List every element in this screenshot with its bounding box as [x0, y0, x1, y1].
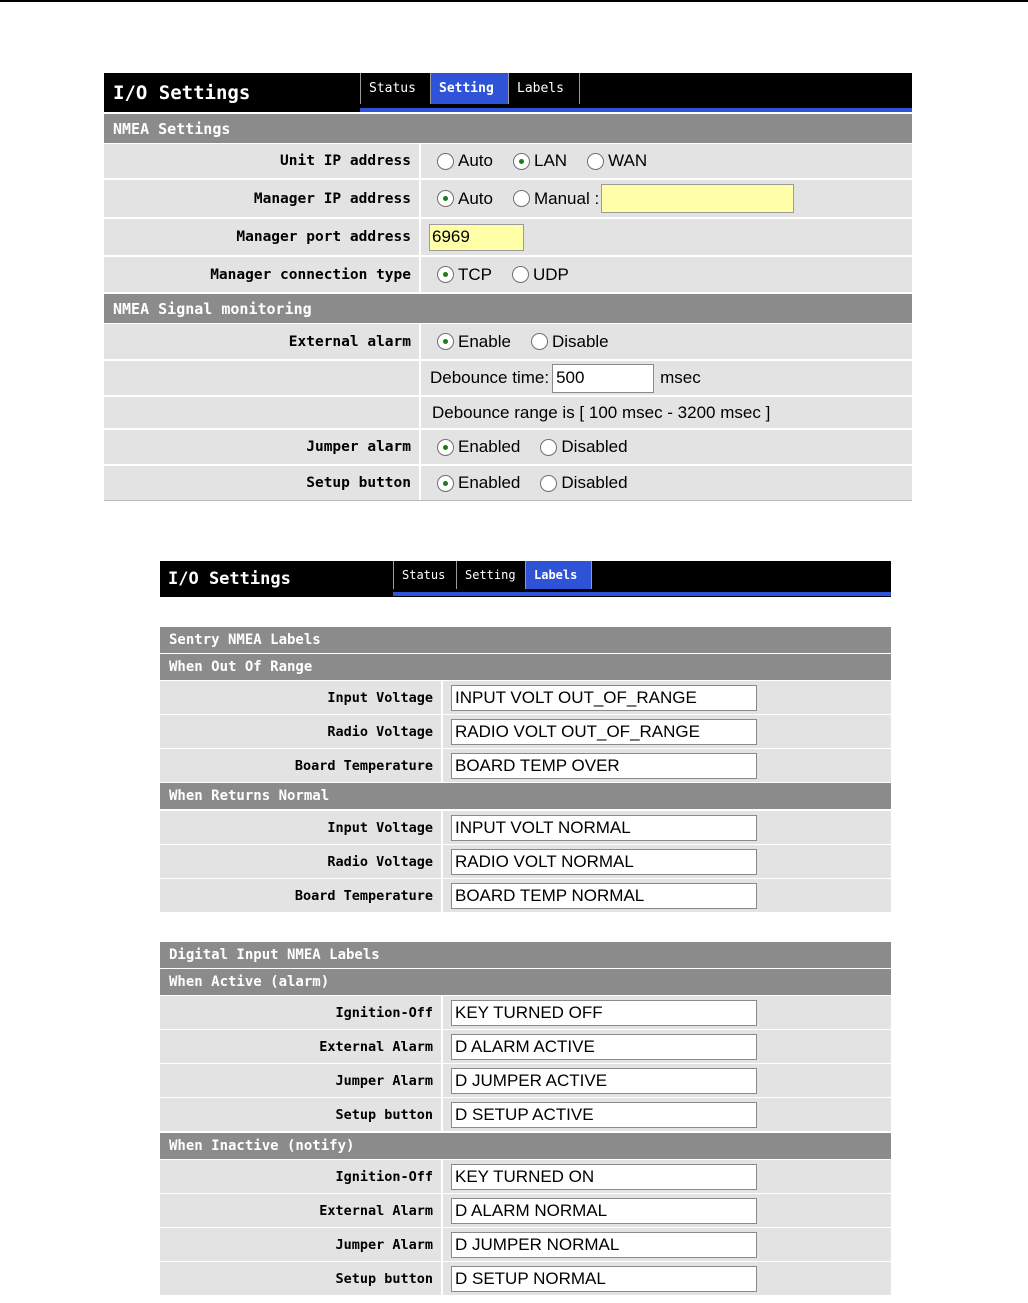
active-ignition-off-label: Ignition-Off: [335, 1004, 433, 1021]
group-returns-normal: When Returns Normal: [160, 783, 891, 809]
debounce-input[interactable]: 500: [552, 364, 654, 393]
inactive-jumper-alarm-label: Jumper Alarm: [335, 1236, 433, 1253]
group-when-inactive: When Inactive (notify): [160, 1133, 891, 1159]
tab-bar-labels: [393, 561, 592, 589]
inactive-jumper-alarm-input[interactable]: D JUMPER NORMAL: [451, 1232, 757, 1258]
inactive-ignition-off-label: Ignition-Off: [335, 1168, 433, 1185]
active-jumper-alarm-input[interactable]: D JUMPER ACTIVE: [451, 1068, 757, 1094]
jumper-alarm-label: Jumper alarm: [306, 439, 411, 455]
tab-setting[interactable]: Setting: [430, 73, 508, 104]
returns-normal-radio-voltage-row: [160, 845, 891, 878]
tab-labels[interactable]: Labels: [525, 561, 592, 589]
unit-ip-row: [104, 144, 912, 178]
io-settings-header: [104, 73, 912, 112]
external-alarm-disable-radio[interactable]: Disable: [531, 332, 609, 352]
section-nmea-settings: NMEA Settings: [104, 114, 912, 143]
tab-status[interactable]: Status: [393, 561, 456, 589]
external-alarm-row: [104, 324, 912, 359]
radio-selected-icon: [437, 439, 454, 456]
group-when-active: When Active (alarm): [160, 969, 891, 995]
out-of-range-input-voltage-row: [160, 681, 891, 714]
inactive-external-alarm-label: External Alarm: [319, 1202, 433, 1219]
returns-normal-radio-voltage-input[interactable]: RADIO VOLT NORMAL: [451, 849, 757, 875]
radio-selected-icon: [513, 153, 530, 170]
debounce-row: [104, 361, 912, 395]
manager-ip-manual-radio[interactable]: Manual :: [513, 189, 599, 209]
active-setup-button-row: [160, 1098, 891, 1131]
page-top-rule: [0, 0, 1028, 2]
out-of-range-board-temperature-row: [160, 749, 891, 782]
manager-ip-row: [104, 180, 912, 217]
tab-bar: [360, 73, 580, 104]
active-external-alarm-label: External Alarm: [319, 1038, 433, 1055]
active-external-alarm-input[interactable]: D ALARM ACTIVE: [451, 1034, 757, 1060]
radio-icon: [587, 153, 604, 170]
inactive-ignition-off-input[interactable]: KEY TURNED ON: [451, 1164, 757, 1190]
manager-port-label: Manager port address: [236, 229, 411, 245]
active-setup-button-input[interactable]: D SETUP ACTIVE: [451, 1102, 757, 1128]
returns-normal-board-temperature-label: Board Temperature: [294, 887, 433, 904]
setup-button-enabled-radio[interactable]: Enabled: [437, 473, 520, 493]
manager-ip-label: Manager IP address: [253, 190, 411, 207]
inactive-external-alarm-row: [160, 1194, 891, 1227]
group-out-of-range: When Out Of Range: [160, 654, 891, 680]
radio-icon: [513, 190, 530, 207]
section-sentry-labels: Sentry NMEA Labels: [160, 627, 891, 653]
active-jumper-alarm-label: Jumper Alarm: [335, 1072, 433, 1089]
out-of-range-board-temperature-input[interactable]: BOARD TEMP OVER: [451, 753, 757, 779]
returns-normal-board-temperature-input[interactable]: BOARD TEMP NORMAL: [451, 883, 757, 909]
returns-normal-input-voltage-input[interactable]: INPUT VOLT NORMAL: [451, 815, 757, 841]
unit-ip-auto-radio[interactable]: Auto: [437, 151, 493, 171]
page-title: I/O Settings: [113, 82, 251, 104]
manager-ip-input[interactable]: [601, 184, 794, 213]
radio-selected-icon: [437, 475, 454, 492]
tab-underline: [393, 592, 891, 596]
active-jumper-alarm-row: [160, 1064, 891, 1097]
manager-port-input[interactable]: 6969: [429, 224, 524, 251]
connection-udp-radio[interactable]: UDP: [512, 265, 569, 285]
unit-ip-lan-radio[interactable]: LAN: [513, 151, 567, 171]
inactive-jumper-alarm-row: [160, 1228, 891, 1261]
jumper-alarm-row: [104, 430, 912, 464]
returns-normal-input-voltage-row: [160, 811, 891, 844]
connection-type-row: [104, 257, 912, 292]
radio-selected-icon: [437, 190, 454, 207]
inactive-setup-button-label: Setup button: [335, 1270, 433, 1287]
radio-icon: [540, 439, 557, 456]
active-external-alarm-row: [160, 1030, 891, 1063]
active-ignition-off-input[interactable]: KEY TURNED OFF: [451, 1000, 757, 1026]
out-of-range-input-voltage-input[interactable]: INPUT VOLT OUT_OF_RANGE: [451, 685, 757, 711]
jumper-alarm-enabled-radio[interactable]: Enabled: [437, 437, 520, 457]
jumper-alarm-disabled-radio[interactable]: Disabled: [540, 437, 627, 457]
tab-underline: [360, 108, 912, 112]
section-signal-monitoring: NMEA Signal monitoring: [104, 294, 912, 323]
debounce-unit: msec: [660, 368, 701, 387]
manager-port-row: [104, 219, 912, 255]
section-digital-labels: Digital Input NMEA Labels: [160, 942, 891, 968]
returns-normal-board-temperature-row: [160, 879, 891, 912]
radio-selected-icon: [437, 333, 454, 350]
connection-tcp-radio[interactable]: TCP: [437, 265, 492, 285]
inactive-ignition-off-row: [160, 1160, 891, 1193]
inactive-external-alarm-input[interactable]: D ALARM NORMAL: [451, 1198, 757, 1224]
returns-normal-radio-voltage-label: Radio Voltage: [327, 853, 433, 870]
external-alarm-label: External alarm: [288, 333, 411, 350]
radio-icon: [531, 333, 548, 350]
setup-button-disabled-radio[interactable]: Disabled: [540, 473, 627, 493]
out-of-range-radio-voltage-input[interactable]: RADIO VOLT OUT_OF_RANGE: [451, 719, 757, 745]
setup-button-label: Setup button: [306, 475, 411, 491]
unit-ip-options: [437, 144, 667, 178]
returns-normal-input-voltage-label: Input Voltage: [327, 819, 433, 836]
io-labels-header: [160, 561, 891, 597]
out-of-range-radio-voltage-row: [160, 715, 891, 748]
unit-ip-wan-radio[interactable]: WAN: [587, 151, 647, 171]
manager-ip-options: [437, 180, 794, 217]
radio-icon: [512, 266, 529, 283]
out-of-range-board-temperature-label: Board Temperature: [294, 757, 433, 774]
inactive-setup-button-row: [160, 1262, 891, 1295]
unit-ip-label: Unit IP address: [280, 153, 411, 169]
tab-setting[interactable]: Setting: [456, 561, 525, 589]
manager-ip-auto-radio[interactable]: Auto: [437, 189, 493, 209]
radio-selected-icon: [437, 266, 454, 283]
radio-icon: [540, 475, 557, 492]
active-setup-button-label: Setup button: [335, 1106, 433, 1123]
active-ignition-off-row: [160, 996, 891, 1029]
radio-icon: [437, 153, 454, 170]
page-title-labels: I/O Settings: [168, 569, 291, 589]
debounce-range-text: Debounce range is [ 100 msec - 3200 msec ]: [432, 402, 771, 422]
out-of-range-radio-voltage-label: Radio Voltage: [327, 723, 433, 740]
out-of-range-input-voltage-label: Input Voltage: [327, 689, 433, 706]
external-alarm-enable-radio[interactable]: Enable: [437, 332, 511, 352]
inactive-setup-button-input[interactable]: D SETUP NORMAL: [451, 1266, 757, 1292]
debounce-range-row: [104, 397, 912, 428]
setup-button-row: [104, 466, 912, 501]
connection-type-label: Manager connection type: [210, 266, 411, 283]
tab-labels[interactable]: Labels: [508, 73, 580, 104]
debounce-label: Debounce time:: [430, 368, 550, 387]
tab-status[interactable]: Status: [360, 73, 430, 104]
